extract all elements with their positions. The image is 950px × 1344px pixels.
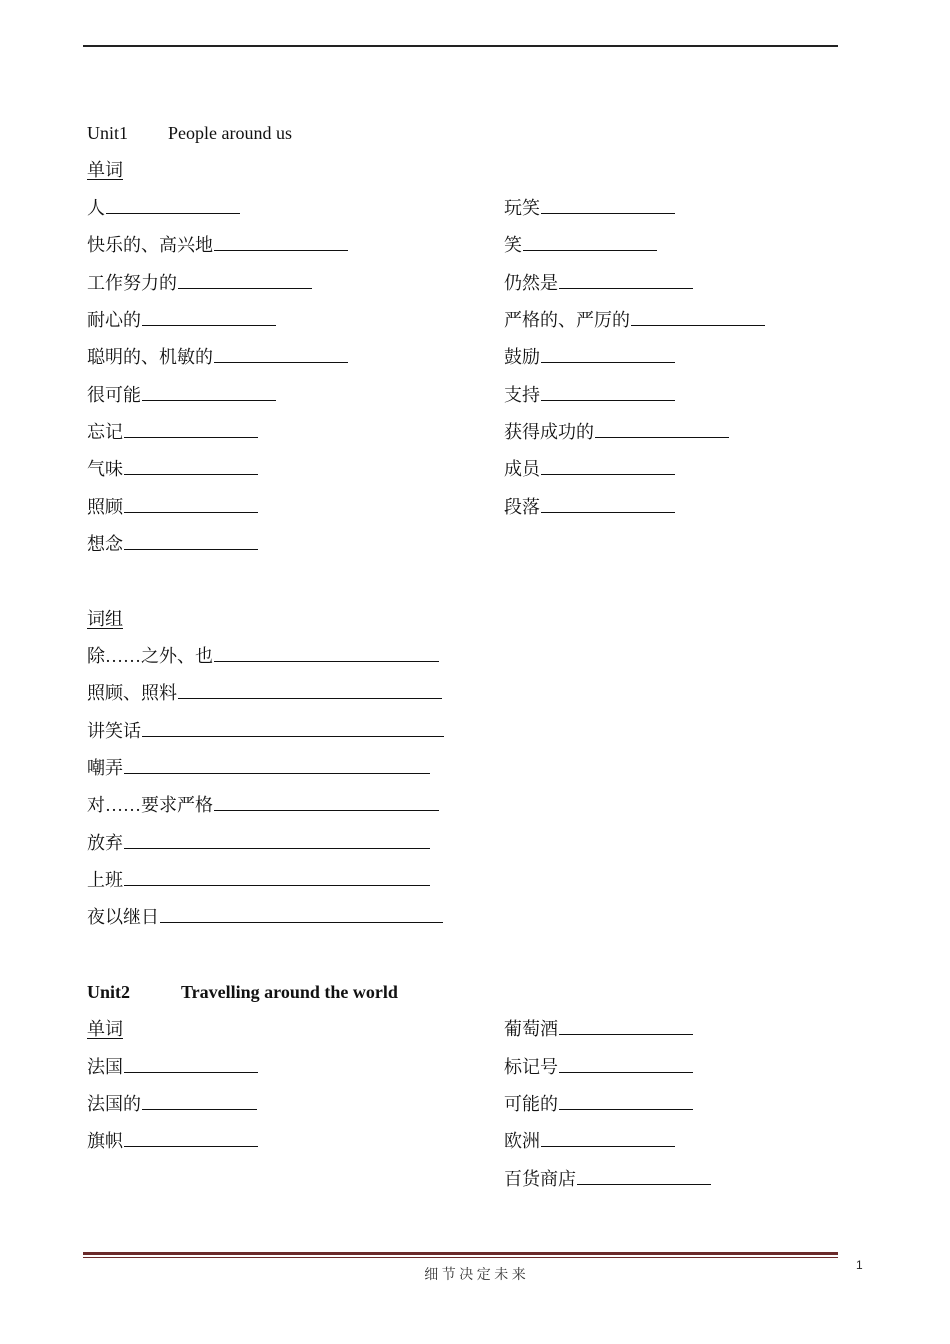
unit1-vocab-left-1 (87, 233, 348, 257)
vocab-term: 旗帜 (87, 1131, 123, 1151)
unit1-vocab-right-3 (504, 308, 765, 332)
answer-blank (124, 436, 258, 438)
unit1-vocab-left-2 (87, 271, 312, 295)
answer-blank (214, 249, 348, 251)
answer-blank (124, 473, 258, 475)
phrase-term: 嘲弄 (87, 758, 123, 778)
unit1-vocab-left-0 (87, 196, 240, 220)
answer-blank (523, 249, 657, 251)
answer-blank (178, 697, 442, 699)
vocab-term: 葡萄酒 (504, 1019, 558, 1039)
footer-motto: 细 节 决 定 未 来 (424, 1268, 526, 1283)
answer-blank (541, 1145, 675, 1147)
vocab-term: 想念 (87, 534, 123, 554)
unit1-phrase-0 (87, 644, 439, 668)
vocab-term: 成员 (504, 459, 540, 479)
vocab-term: 气味 (87, 459, 123, 479)
unit1-phrase-7 (87, 905, 443, 929)
vocab-term: 耐心的 (87, 310, 141, 330)
answer-blank (124, 548, 258, 550)
answer-blank (160, 921, 443, 923)
unit2-label: Unit2 (87, 982, 131, 1002)
answer-blank (142, 399, 276, 401)
unit2-vocab-left-2 (87, 1129, 258, 1153)
phrase-term: 照顾、照料 (87, 683, 177, 703)
answer-blank (124, 511, 258, 513)
unit2-vocab-left-0 (87, 1055, 258, 1079)
vocab-term: 聪明的、机敏的 (87, 347, 213, 367)
unit1-label: Unit1 (87, 123, 129, 143)
answer-blank (124, 847, 430, 849)
vocab-term: 人 (87, 198, 105, 218)
unit1-vocab-right-6 (504, 420, 729, 444)
answer-blank (559, 1071, 693, 1073)
unit1-title: People around us (168, 123, 292, 143)
footer-rule-thin (83, 1257, 838, 1258)
phrase-term: 夜以继日 (87, 907, 159, 927)
answer-blank (559, 287, 693, 289)
unit1-vocab-right-2 (504, 271, 693, 295)
answer-blank (124, 1071, 258, 1073)
unit1-phrase-1 (87, 681, 442, 705)
unit1-vocab-left-6 (87, 420, 258, 444)
answer-blank (541, 212, 675, 214)
answer-blank (124, 772, 430, 774)
answer-blank (541, 473, 675, 475)
answer-blank (577, 1183, 711, 1185)
answer-blank (541, 511, 675, 513)
unit1-phrase-4 (87, 793, 439, 817)
vocab-term: 欧洲 (504, 1131, 540, 1151)
vocab-term: 段落 (504, 497, 540, 517)
phrase-term: 对……要求严格 (87, 795, 213, 815)
unit2-vocab-right-0 (504, 1017, 693, 1041)
answer-blank (559, 1108, 693, 1110)
answer-blank (214, 809, 439, 811)
unit2-vocab-right-4 (504, 1167, 711, 1191)
answer-blank (106, 212, 240, 214)
unit1-phrase-6 (87, 868, 430, 892)
answer-blank (631, 324, 765, 326)
unit2-vocab-right-2 (504, 1092, 693, 1116)
phrase-term: 放弃 (87, 833, 123, 853)
answer-blank (142, 735, 444, 737)
unit2-vocab-header: 单词 (87, 1019, 123, 1039)
unit1-vocab-right-5 (504, 383, 675, 407)
answer-blank (214, 361, 348, 363)
phrase-term: 上班 (87, 870, 123, 890)
unit1-phrase-5 (87, 831, 430, 855)
vocab-term: 可能的 (504, 1094, 558, 1114)
vocab-term: 笑 (504, 235, 522, 255)
answer-blank (541, 361, 675, 363)
page-number: 1 (856, 1258, 863, 1272)
vocab-term: 鼓励 (504, 347, 540, 367)
vocab-term: 很可能 (87, 385, 141, 405)
unit2-title: Travelling around the world (181, 982, 398, 1002)
answer-blank (595, 436, 729, 438)
vocab-term: 玩笑 (504, 198, 540, 218)
unit1-phrase-2 (87, 719, 444, 743)
unit2-vocab-left-1 (87, 1092, 257, 1116)
header-rule (83, 45, 838, 47)
vocab-term: 法国 (87, 1057, 123, 1077)
vocab-term: 严格的、严厉的 (504, 310, 630, 330)
unit1-vocab-header: 单词 (87, 160, 123, 180)
answer-blank (124, 1145, 258, 1147)
answer-blank (559, 1033, 693, 1035)
answer-blank (142, 1108, 257, 1110)
phrase-term: 讲笑话 (87, 721, 141, 741)
vocab-term: 标记号 (504, 1057, 558, 1077)
vocab-term: 快乐的、高兴地 (87, 235, 213, 255)
answer-blank (541, 399, 675, 401)
answer-blank (178, 287, 312, 289)
vocab-term: 法国的 (87, 1094, 141, 1114)
vocab-term: 照顾 (87, 497, 123, 517)
unit1-vocab-right-1 (504, 233, 657, 257)
vocab-term: 获得成功的 (504, 422, 594, 442)
unit1-heading (87, 121, 292, 145)
vocab-term: 支持 (504, 385, 540, 405)
unit2-vocab-right-3 (504, 1129, 675, 1153)
vocab-term: 百货商店 (504, 1169, 576, 1189)
vocab-term: 仍然是 (504, 273, 558, 293)
vocab-term: 忘记 (87, 422, 123, 442)
unit1-vocab-right-4 (504, 345, 675, 369)
unit1-vocab-left-9 (87, 532, 258, 556)
unit1-vocab-left-5 (87, 383, 276, 407)
footer-rule-thick (83, 1252, 838, 1255)
unit1-vocab-left-4 (87, 345, 348, 369)
unit1-vocab-right-8 (504, 495, 675, 519)
unit2-vocab-right-1 (504, 1055, 693, 1079)
answer-blank (142, 324, 276, 326)
unit1-vocab-right-0 (504, 196, 675, 220)
answer-blank (214, 660, 439, 662)
unit2-heading (87, 980, 398, 1004)
answer-blank (124, 884, 430, 886)
unit1-vocab-left-8 (87, 495, 258, 519)
unit1-vocab-right-7 (504, 457, 675, 481)
unit1-phrase-3 (87, 756, 430, 780)
unit1-vocab-left-3 (87, 308, 276, 332)
unit1-vocab-left-7 (87, 457, 258, 481)
unit1-phrase-header: 词组 (87, 609, 123, 629)
phrase-term: 除……之外、也 (87, 646, 213, 666)
vocab-term: 工作努力的 (87, 273, 177, 293)
